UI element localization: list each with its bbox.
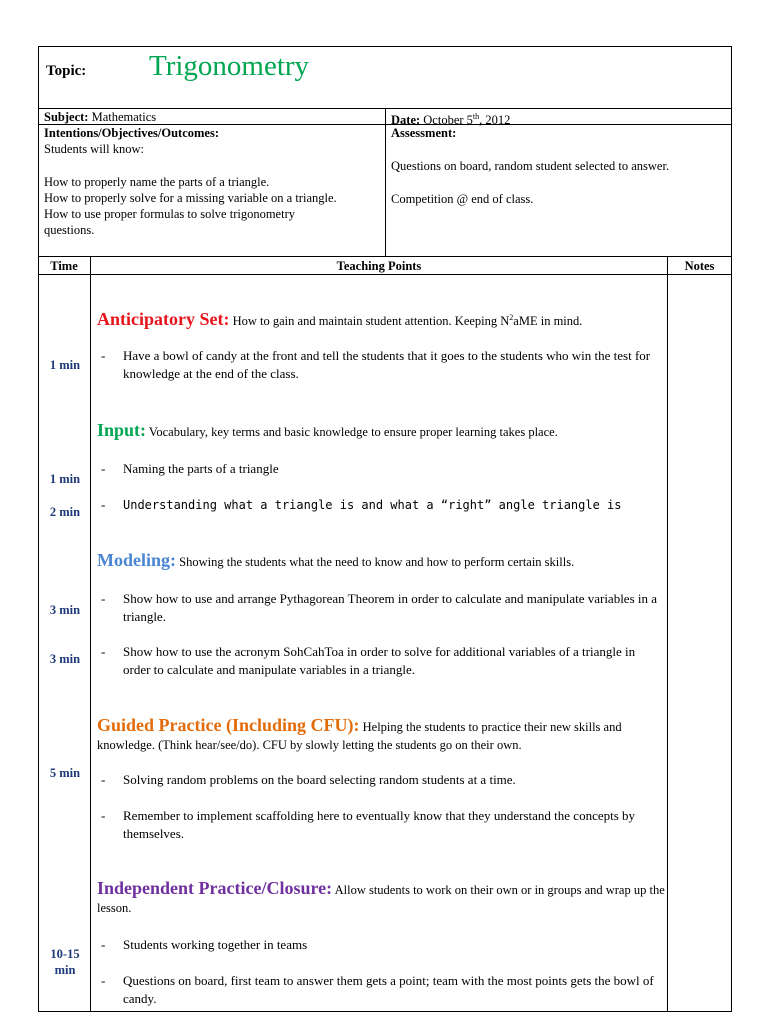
independent-bullet-1 xyxy=(101,936,661,954)
modeling-bullet-2 xyxy=(101,643,661,679)
modeling-desc: Showing the students what the need to know and how to perform certain skills. xyxy=(176,555,575,569)
time-guided: 5 min xyxy=(49,766,81,780)
bullet-dash: - xyxy=(101,644,106,659)
guided-bullet-1 xyxy=(101,771,661,789)
independent-practice-title: Independent Practice/Closure xyxy=(97,878,327,898)
guided-practice-title: Guided Practice (Including CFU) xyxy=(97,715,354,735)
bullet-text: Solving random problems on the board selecting random students at a time. xyxy=(123,772,516,787)
input-heading xyxy=(97,421,667,441)
anticipatory-desc-end: aME in mind. xyxy=(513,314,583,329)
anticipatory-set-title: Anticipatory Set xyxy=(97,309,224,330)
subject-label: Subject: xyxy=(44,110,89,124)
modeling-title: Modeling xyxy=(97,550,171,570)
objectives-cell xyxy=(44,125,384,238)
independent-practice-heading xyxy=(97,879,667,917)
bullet-text: Have a bowl of candy at the front and tell the students that it goes to the students who win the test for knowledge at the end of the class. xyxy=(123,348,651,381)
bullet-text: Naming the parts of a triangle xyxy=(123,461,279,476)
independent-bullet-2 xyxy=(101,972,661,1008)
time-input-1: 1 min xyxy=(49,472,81,486)
modeling-bullet-1 xyxy=(101,590,661,626)
notes-column-divider xyxy=(667,256,668,1012)
bullet-text: Show how to use the acronym SohCahToa in order to solve for additional variables of a triangle in order to calculate and manipulate variables in a triangle. xyxy=(123,644,636,677)
anticipatory-set-heading xyxy=(97,309,667,330)
bullet-dash: - xyxy=(101,973,106,988)
time-column-divider xyxy=(90,256,91,1012)
guided-bullet-2 xyxy=(101,807,661,843)
guided-practice-desc: Helping the students to practice their new skills and knowledge. (Think hear/see/do). CFU by slowly letting the students go on their own. xyxy=(97,720,622,752)
bullet-text: Students working together in teams xyxy=(123,937,308,952)
subject-value: Mathematics xyxy=(91,110,157,124)
column-header-notes: Notes xyxy=(684,259,715,273)
table-border-right xyxy=(731,46,732,1012)
bullet-dash: - xyxy=(101,461,106,476)
bullet-dash: - xyxy=(101,772,106,787)
time-independent-unit: min xyxy=(54,963,76,977)
objective-item: How to properly name the parts of a triangle. xyxy=(44,175,270,189)
independent-practice-colon: : xyxy=(326,878,333,898)
assessment-cell xyxy=(391,125,726,207)
input-colon: : xyxy=(140,420,147,440)
anticipatory-bullet xyxy=(101,347,661,383)
objectives-row-divider xyxy=(38,256,732,257)
anticipatory-desc-sup: 2 xyxy=(509,313,514,322)
header-vertical-divider xyxy=(385,108,386,257)
table-border-left xyxy=(38,46,39,1012)
bullet-text: Remember to implement scaffolding here to eventually know that they understand the concepts by themselves. xyxy=(123,808,636,841)
assessment-item: Questions on board, random student selected to answer. xyxy=(391,159,670,173)
anticipatory-set-colon: : xyxy=(223,309,230,330)
date-label: Date: xyxy=(391,113,421,128)
objective-item: How to properly solve for a missing variable on a triangle. xyxy=(44,191,337,205)
table-border-top xyxy=(38,46,732,47)
time-modeling-1: 3 min xyxy=(49,603,81,617)
modeling-heading xyxy=(97,551,667,571)
subject-cell xyxy=(44,109,156,125)
time-independent xyxy=(40,946,90,978)
anticipatory-desc-main: How to gain and maintain student attention. Keeping N xyxy=(229,314,510,329)
objective-item: questions. xyxy=(44,223,95,237)
bullet-dash: - xyxy=(101,497,106,512)
time-input-2: 2 min xyxy=(49,505,81,519)
bullet-dash: - xyxy=(101,937,106,952)
modeling-colon: : xyxy=(170,550,177,570)
independent-practice-desc: Allow students to work on their own or in groups and wrap up the lesson. xyxy=(97,883,665,915)
anticipatory-set-desc xyxy=(229,314,582,328)
bullet-text: Questions on board, first team to answer them gets a point; team with the most points gets the bowl of candy. xyxy=(123,973,654,1006)
time-independent-range: 10-15 xyxy=(50,947,80,961)
guided-practice-colon: : xyxy=(353,715,360,735)
bullet-text: Show how to use and arrange Pythagorean Theorem in order to calculate and manipulate variables in a triangle. xyxy=(123,591,658,624)
time-anticipatory: 1 min xyxy=(49,358,81,372)
objective-item: How to use proper formulas to solve trigonometry xyxy=(44,207,295,221)
objectives-label: Intentions/Objectives/Outcomes: xyxy=(44,126,219,140)
input-desc: Vocabulary, key terms and basic knowledge to ensure proper learning takes place. xyxy=(146,425,558,439)
bullet-dash: - xyxy=(101,591,106,606)
table-border-bottom xyxy=(38,1011,732,1012)
bullet-dash: - xyxy=(101,808,106,823)
time-modeling-2: 3 min xyxy=(49,652,81,666)
columns-row-divider xyxy=(38,274,732,275)
objectives-intro: Students will know: xyxy=(44,142,145,156)
topic-label: Topic: xyxy=(46,63,87,79)
bullet-text: Understanding what a triangle is and what a “right” angle triangle is xyxy=(123,498,622,512)
input-bullet-1 xyxy=(101,460,661,478)
guided-practice-heading xyxy=(97,716,667,754)
topic-value: Trigonometry xyxy=(149,50,310,82)
input-title: Input xyxy=(97,420,141,440)
bullet-dash: - xyxy=(101,348,106,363)
date-value-main: October 5 xyxy=(423,113,473,128)
column-header-time: Time xyxy=(50,259,78,273)
column-header-teaching-points: Teaching Points xyxy=(336,259,422,273)
assessment-item: Competition @ end of class. xyxy=(391,192,534,206)
input-bullet-2 xyxy=(101,496,661,514)
assessment-label: Assessment: xyxy=(391,126,457,140)
date-suffix: th xyxy=(472,112,480,121)
date-year: , 2012 xyxy=(479,113,511,128)
